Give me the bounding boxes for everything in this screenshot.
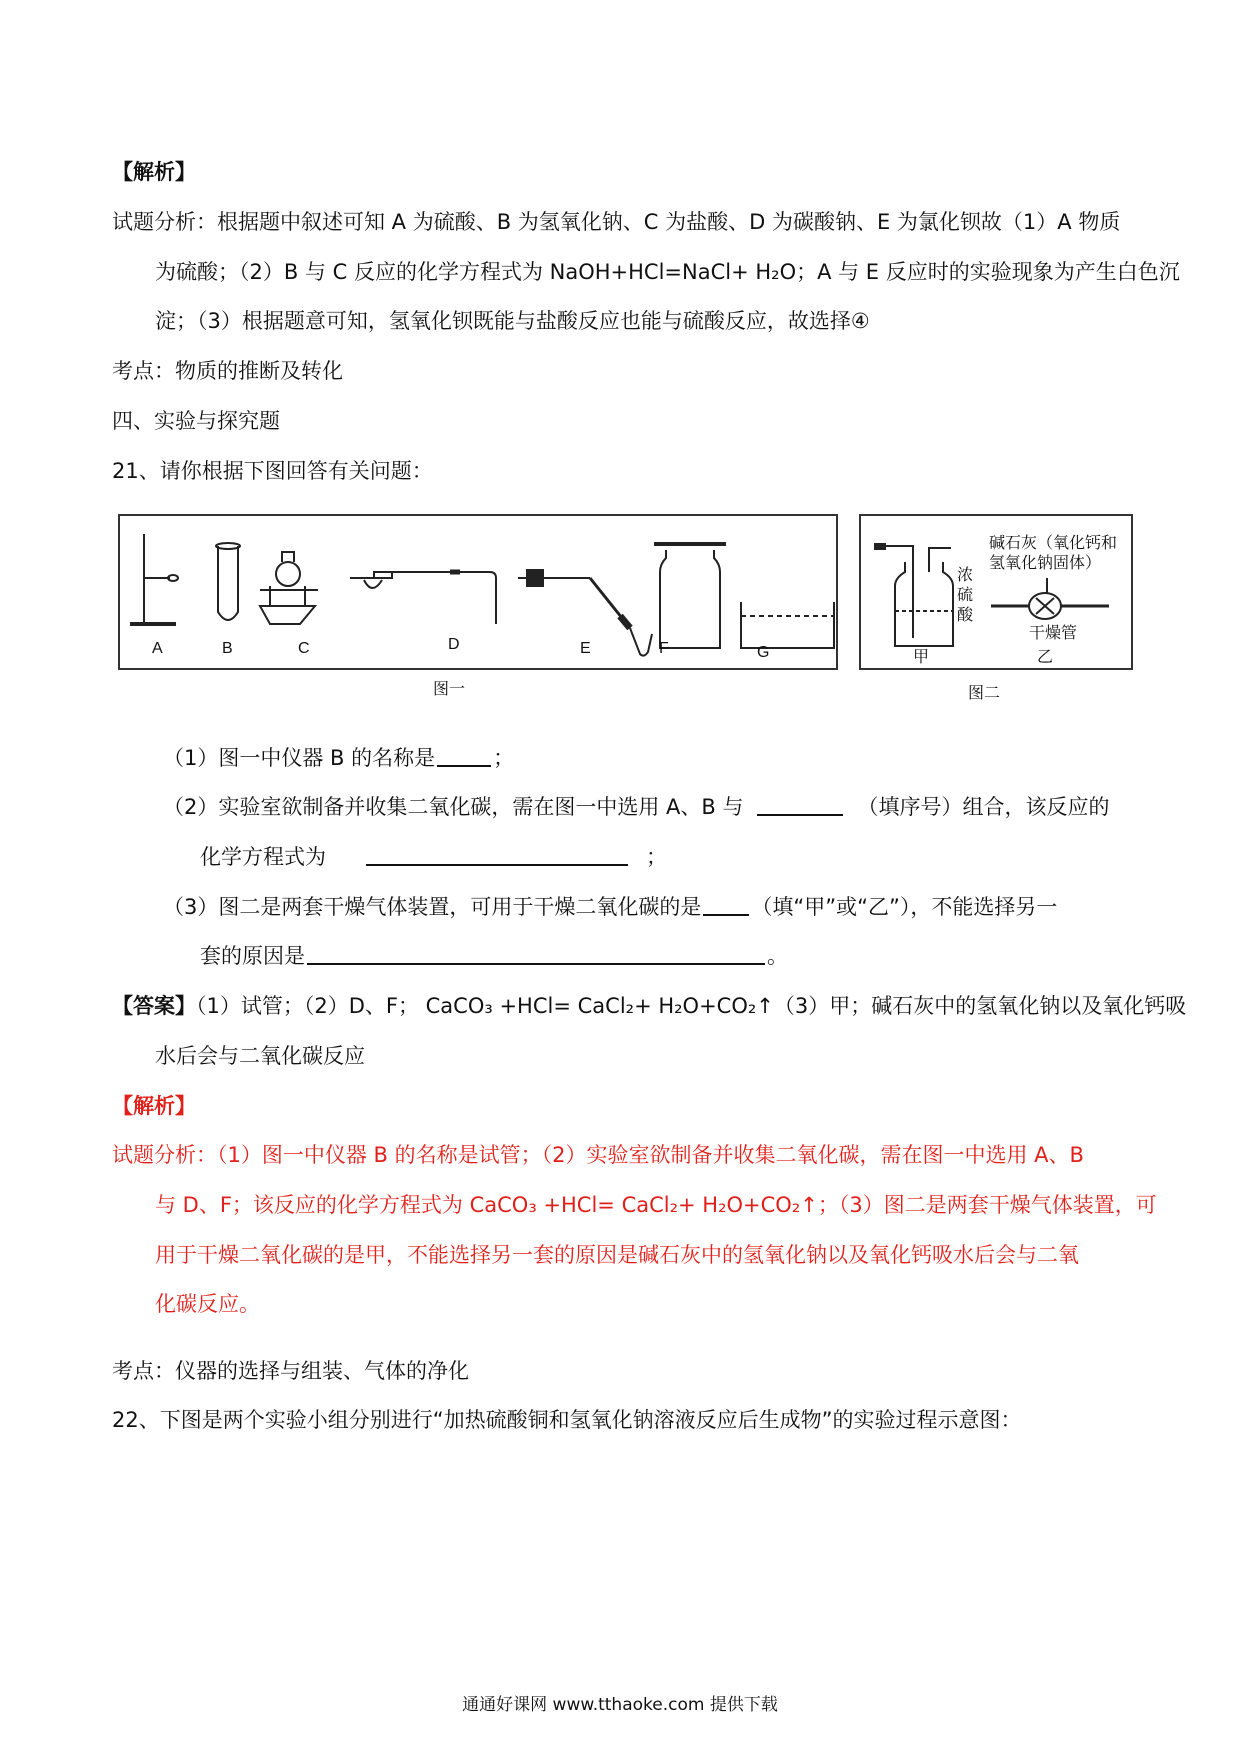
analysis-heading: 【解析】 — [112, 160, 196, 184]
fig1-label-b: B — [222, 640, 233, 657]
question-22-stem: 22、下图是两个实验小组分别进行“加热硫酸铜和氢氧化钠溶液反应后生成物”的实验过程示意图： — [112, 1408, 1022, 1432]
fig2-label-yi: 乙 — [1037, 649, 1054, 666]
analysis-2-heading: 【解析】 — [112, 1094, 196, 1118]
fig1-label-c: C — [298, 640, 310, 657]
fig1-label-e: E — [580, 640, 591, 657]
analysis-2-line-2: 与 D、F；该反应的化学方程式为 CaCO₃ +HCl= CaCl₂+ H₂O+CO₂↑；（3）图二是两套干燥气体装置，可 — [155, 1193, 1157, 1217]
question-21-stem: 21、请你根据下图回答有关问题： — [112, 459, 433, 483]
sub-question-2: （2）实验室欲制备并收集二氧化碳，需在图一中选用 A、B 与 （填序号）组合，该反应的 — [163, 792, 1109, 822]
fig2-acid-label: 浓 硫 酸 — [957, 567, 974, 624]
kaodian-1: 考点：物质的推断及转化 — [112, 359, 343, 383]
sub-question-3: （3）图二是两套干燥气体装置，可用于干燥二氧化碳的是 （填“甲”或“乙”），不能选择另一 — [163, 892, 1057, 922]
answer-line-1: 【答案】（1）试管；（2）D、F； CaCO₃ +HCl= CaCl₂+ H₂O+CO₂↑（3）甲；碱石灰中的氢氧化钠以及氧化钙吸 — [112, 994, 1187, 1018]
fig1-label-g: G — [757, 644, 770, 661]
analysis-line-1: 试题分析：根据题中叙述可知 A 为硫酸、B 为氢氧化钠、C 为盐酸、D 为碳酸钠、E 为氯化钡故（1）A 物质 — [112, 210, 1121, 234]
fig1-label-d: D — [448, 636, 460, 653]
figure-1-caption: 图一 — [433, 679, 466, 698]
fig2-lime-label-1: 碱石灰（氧化钙和 — [989, 535, 1118, 552]
fig2-drying-tube-label: 干燥管 — [1029, 625, 1078, 642]
section-heading: 四、实验与探究题 — [112, 409, 280, 433]
analysis-line-2: 为硫酸；（2）B 与 C 反应的化学方程式为 NaOH+HCl=NaCl+ H₂O；A 与 E 反应时的实验现象为产生白色沉 — [155, 260, 1180, 284]
sub-question-1: （1）图一中仪器 B 的名称是 ； — [163, 743, 514, 773]
figure-2 — [859, 514, 1133, 670]
kaodian-2: 考点：仪器的选择与组装、气体的净化 — [112, 1359, 469, 1383]
analysis-line-3: 淀；（3）根据题意可知，氢氧化钡既能与盐酸反应也能与硫酸反应，故选择④ — [155, 309, 870, 333]
figure-1 — [118, 514, 838, 670]
figure-2-caption: 图二 — [968, 683, 1001, 702]
fig1-label-a: A — [152, 640, 163, 657]
analysis-2-line-3: 用于干燥二氧化碳的是甲，不能选择另一套的原因是碱石灰中的氢氧化钠以及氧化钙吸水后会与二氧 — [155, 1243, 1079, 1267]
footer: 通通好课网 www.tthaoke.com 提供下载 — [462, 1695, 778, 1715]
sub-question-3-cont: 套的原因是 。 — [200, 941, 788, 971]
answer-line-2: 水后会与二氧化碳反应 — [155, 1044, 365, 1068]
sub-question-2-cont: 化学方程式为 ； — [200, 842, 667, 872]
analysis-2-line-4: 化碳反应。 — [155, 1292, 260, 1316]
fig2-lime-label-2: 氢氧化钠固体） — [989, 555, 1102, 572]
fig1-label-f: F — [659, 640, 669, 657]
fig2-label-jia: 甲 — [913, 649, 930, 666]
analysis-2-line-1: 试题分析：（1）图一中仪器 B 的名称是试管；（2）实验室欲制备并收集二氧化碳，需在图一中选用 A、B — [112, 1143, 1084, 1167]
